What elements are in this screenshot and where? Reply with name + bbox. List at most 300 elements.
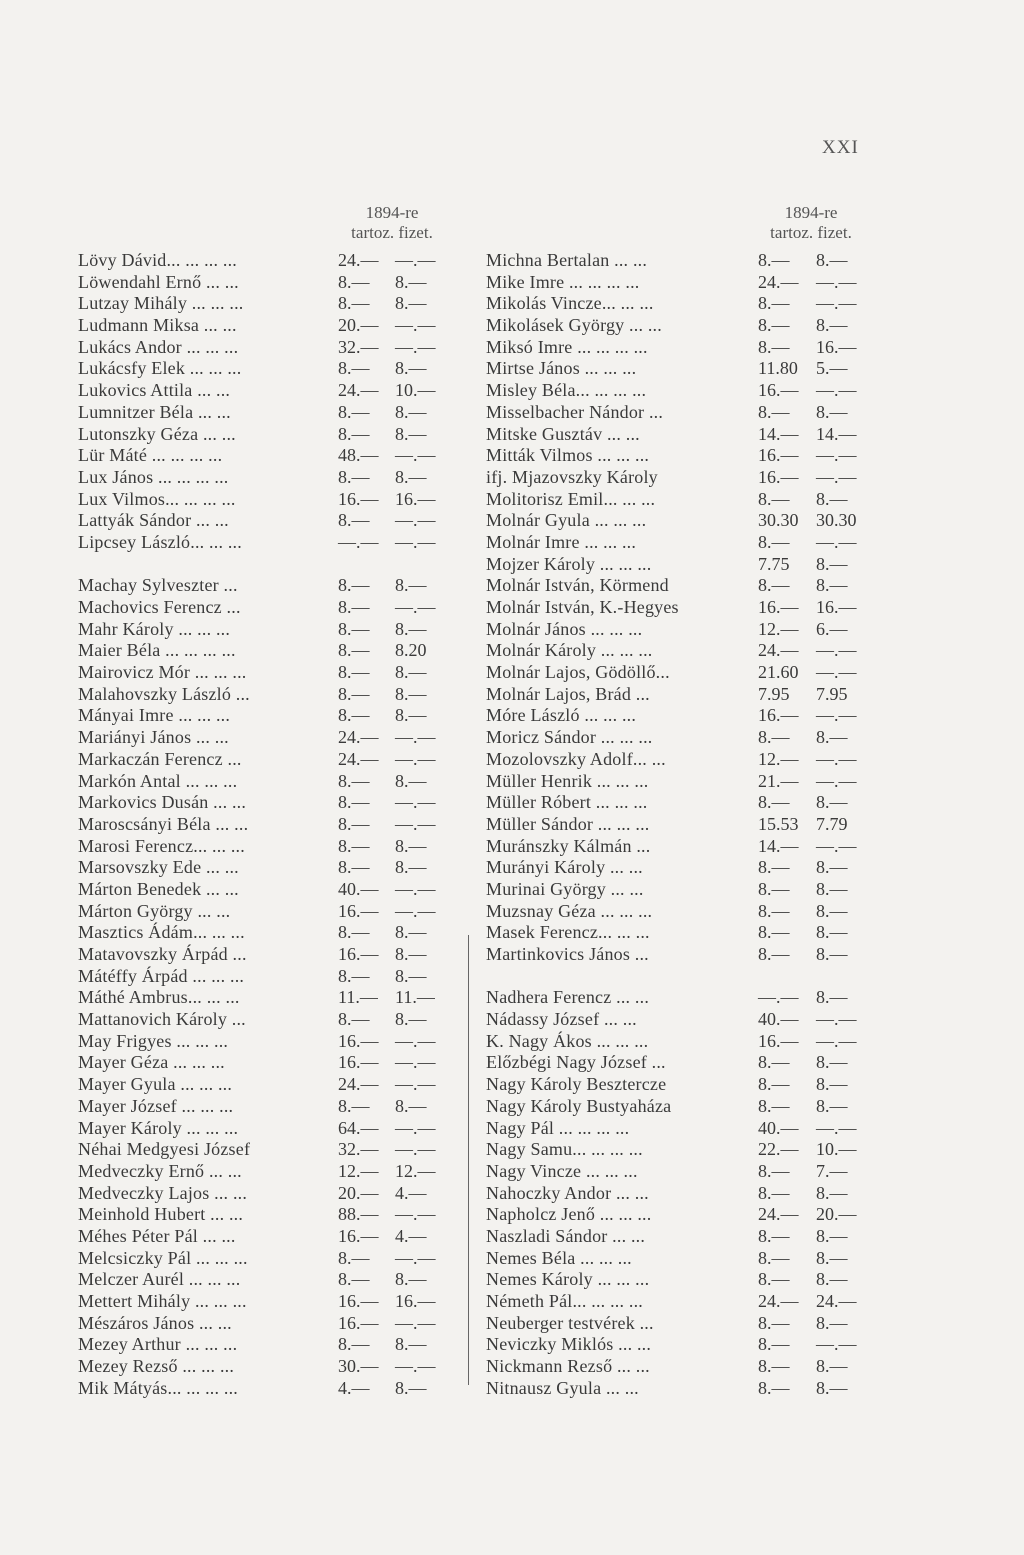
list-item [486, 1269, 886, 1291]
amount-owed: 8.— [338, 922, 370, 943]
member-name: Nádassy József ... ... [486, 1009, 637, 1030]
amount-paid: 8.— [395, 965, 427, 986]
amount-owed: 8.— [758, 1225, 790, 1246]
list-item [78, 966, 478, 988]
member-name: Müller Henrik ... ... ... [486, 770, 649, 791]
amount-paid: 8.— [816, 575, 848, 596]
amount-owed: 8.— [338, 1334, 370, 1355]
list-item [486, 987, 886, 1009]
amount-owed: 20.— [338, 1182, 379, 1203]
amount-owed: 8.— [758, 575, 790, 596]
amount-owed: 8.— [758, 944, 790, 964]
list-item [486, 857, 886, 879]
member-name: Melcsiczky Pál ... ... ... [78, 1247, 248, 1268]
amount-owed: 8.— [758, 900, 790, 921]
amount-paid: 7.95 [816, 683, 848, 704]
amount-owed: 8.— [338, 1247, 370, 1268]
list-item [486, 532, 886, 554]
member-name: Mayer Károly ... ... ... [78, 1117, 239, 1138]
amount-owed: 24.— [338, 250, 379, 270]
member-name: May Frigyes ... ... ... [78, 1030, 229, 1051]
amount-paid: 8.— [816, 1356, 848, 1377]
member-name: Nagy Károly Bustyaháza [486, 1095, 672, 1116]
member-name: Mariányi János ... ... [78, 727, 229, 748]
amount-paid: 8.— [395, 683, 427, 704]
list-item [486, 901, 886, 923]
member-name: Nitnausz Gyula ... ... [486, 1377, 639, 1398]
list-item [78, 1291, 478, 1313]
amount-owed: 24.— [758, 640, 799, 661]
amount-owed: 16.— [758, 597, 799, 617]
list-item [486, 1378, 886, 1400]
amount-owed: 8.— [338, 1095, 370, 1116]
member-name: Murányi Károly ... ... [486, 857, 643, 878]
amount-paid: 8.— [395, 770, 427, 791]
amount-paid: 4.— [395, 1225, 427, 1246]
amount-owed: 8.— [758, 1377, 790, 1398]
member-name: Mayer Gyula ... ... ... [78, 1074, 233, 1095]
amount-paid: 8.— [816, 488, 848, 509]
member-name: Nickmann Rezső ... ... [486, 1356, 650, 1377]
member-name: Masztics Ádám... ... ... [78, 922, 245, 943]
amount-paid: —.— [395, 727, 436, 748]
list-item [78, 467, 478, 489]
list-item [486, 575, 886, 597]
list-item [486, 1248, 886, 1270]
member-name: Mayer József ... ... ... [78, 1095, 234, 1116]
member-name: Markovics Dusán ... ... [78, 792, 247, 813]
amount-paid: 8.— [816, 401, 848, 422]
list-item [78, 1161, 478, 1183]
amount-owed: 8.— [338, 510, 370, 531]
amount-paid: —.— [816, 466, 857, 487]
member-name: Markaczán Ferencz ... [78, 748, 242, 769]
amount-paid: —.— [816, 271, 857, 292]
member-name: Máthé Ambrus... ... ... [78, 987, 240, 1008]
amount-paid: —.— [395, 748, 436, 769]
member-name: Lattyák Sándor ... ... [78, 510, 229, 531]
list-item [78, 792, 478, 814]
amount-paid: 8.— [816, 878, 848, 899]
list-item [486, 380, 886, 402]
list-item [78, 445, 478, 467]
amount-owed: 32.— [338, 1139, 379, 1160]
list-item [78, 1031, 478, 1053]
amount-owed: 8.— [338, 813, 370, 834]
amount-paid: 5.— [816, 358, 848, 379]
list-item [78, 1269, 478, 1291]
member-name: Mojzer Károly ... ... ... [486, 553, 652, 574]
amount-owed: 8.— [758, 1160, 790, 1181]
member-name: Medveczky Lajos ... ... [78, 1182, 248, 1203]
member-name: Mátéffy Árpád ... ... ... [78, 965, 245, 986]
amount-owed: 8.— [758, 857, 790, 878]
amount-owed: 4.— [338, 1377, 370, 1398]
amount-paid: 8.— [816, 727, 848, 748]
list-item [486, 1074, 886, 1096]
amount-paid: —.— [395, 900, 436, 921]
member-name: Machovics Ferencz ... [78, 597, 241, 617]
amount-owed: 8.— [338, 683, 370, 704]
list-item [486, 358, 886, 380]
list-item [78, 337, 478, 359]
amount-owed: 12.— [758, 748, 799, 769]
amount-paid: —.— [395, 510, 436, 531]
section-gap [78, 554, 478, 576]
amount-owed: 16.— [338, 488, 379, 509]
member-name: Machay Sylveszter ... [78, 575, 238, 596]
member-name: Nagy Vincze ... ... ... [486, 1160, 638, 1181]
amount-paid: —.— [816, 1334, 857, 1355]
amount-owed: 8.— [338, 423, 370, 444]
header-year: 1894-re [365, 203, 419, 222]
list-item [486, 1139, 886, 1161]
list-item [486, 705, 886, 727]
member-name: Molnár Imre ... ... ... [486, 531, 637, 552]
member-name: Mirtse János ... ... ... [486, 358, 637, 379]
list-item [486, 1031, 886, 1053]
list-item [78, 640, 478, 662]
member-name: K. Nagy Ákos ... ... ... [486, 1030, 649, 1051]
member-name: Lukovics Attila ... ... [78, 380, 231, 401]
amount-owed: 8.— [338, 271, 370, 292]
member-name: Murinai György ... ... [486, 878, 644, 899]
list-item [78, 424, 478, 446]
amount-paid: —.— [395, 1312, 436, 1333]
list-item [78, 814, 478, 836]
amount-paid: 8.— [816, 857, 848, 878]
amount-paid: —.— [395, 315, 436, 336]
list-item [486, 293, 886, 315]
amount-owed: 8.— [758, 878, 790, 899]
member-name: Molnár Károly ... ... ... [486, 640, 653, 661]
member-name: Michna Bertalan ... ... [486, 250, 648, 270]
amount-paid: 8.— [816, 1247, 848, 1268]
list-item [78, 1248, 478, 1270]
list-item [78, 1009, 478, 1031]
list-item [486, 467, 886, 489]
member-name: Medveczky Ernő ... ... [78, 1160, 242, 1181]
member-name: Molnár János ... ... ... [486, 618, 643, 639]
member-name: Márton György ... ... [78, 900, 231, 921]
amount-paid: —.— [816, 531, 857, 552]
amount-owed: 14.— [758, 423, 799, 444]
amount-paid: —.— [395, 1247, 436, 1268]
amount-paid: 8.— [395, 705, 427, 726]
member-name: Malahovszky László ... [78, 683, 250, 704]
amount-owed: 8.— [758, 315, 790, 336]
member-name: Naszladi Sándor ... ... [486, 1225, 646, 1246]
member-name: Napholcz Jenő ... ... ... [486, 1204, 652, 1225]
member-name: Mozolovszky Adolf... ... [486, 748, 666, 769]
amount-owed: 24.— [338, 380, 379, 401]
list-item [78, 532, 478, 554]
list-item [78, 684, 478, 706]
amount-owed: 15.53 [758, 813, 799, 834]
amount-owed: 8.— [338, 401, 370, 422]
amount-owed: 40.— [758, 1117, 799, 1138]
amount-owed: 8.— [758, 401, 790, 422]
amount-owed: 24.— [338, 727, 379, 748]
amount-paid: 8.— [395, 857, 427, 878]
member-name: Mairovicz Mór ... ... ... [78, 662, 247, 683]
member-name: Mezey Arthur ... ... ... [78, 1334, 238, 1355]
amount-paid: 20.— [816, 1204, 857, 1225]
amount-owed: 12.— [338, 1160, 379, 1181]
amount-paid: 8.— [395, 575, 427, 596]
member-name: Misselbacher Nándor ... [486, 401, 664, 422]
list-item [78, 510, 478, 532]
member-name: Lux János ... ... ... ... [78, 466, 229, 487]
member-name: Móre László ... ... ... [486, 705, 637, 726]
list-item [486, 684, 886, 706]
list-item [486, 510, 886, 532]
amount-owed: 11.80 [758, 358, 798, 379]
amount-owed: 8.— [338, 640, 370, 661]
amount-paid: 8.— [395, 358, 427, 379]
amount-paid: 16.— [816, 336, 857, 357]
amount-owed: 24.— [758, 271, 799, 292]
amount-paid: —.— [395, 792, 436, 813]
list-item [486, 836, 886, 858]
amount-owed: 8.— [758, 1356, 790, 1377]
member-name: Mayer Géza ... ... ... [78, 1052, 225, 1073]
amount-paid: 8.— [816, 922, 848, 943]
list-item [78, 315, 478, 337]
member-name: Molnár István, Körmend [486, 575, 669, 596]
amount-owed: 12.— [758, 618, 799, 639]
list-item [486, 792, 886, 814]
amount-owed: 24.— [338, 748, 379, 769]
member-name: Mikolás Vincze... ... ... [486, 293, 654, 314]
list-item [78, 1052, 478, 1074]
amount-paid: 8.— [816, 1377, 848, 1398]
member-name: Müller Sándor ... ... ... [486, 813, 650, 834]
header-columns: tartoz. fizet. [351, 223, 433, 242]
list-item [486, 1161, 886, 1183]
list-item [78, 272, 478, 294]
member-name: Masek Ferencz... ... ... [486, 922, 650, 943]
amount-owed: 16.— [758, 705, 799, 726]
amount-paid: 7.79 [816, 813, 848, 834]
member-name: Molnár István, K.-Hegyes [486, 597, 679, 617]
list-item [78, 771, 478, 793]
amount-owed: 8.— [338, 1009, 370, 1030]
amount-paid: —.— [395, 336, 436, 357]
amount-owed: 16.— [758, 466, 799, 487]
amount-owed: 8.— [758, 727, 790, 748]
amount-owed: 16.— [338, 944, 379, 964]
amount-paid: 8.— [816, 1052, 848, 1073]
list-item [486, 1118, 886, 1140]
amount-paid: 8.— [816, 987, 848, 1008]
member-name: Misley Béla... ... ... ... [486, 380, 647, 401]
amount-paid: 8.— [816, 900, 848, 921]
amount-owed: 11.— [338, 987, 378, 1008]
list-item [78, 1096, 478, 1118]
list-item [486, 619, 886, 641]
amount-owed: 40.— [338, 878, 379, 899]
list-item [78, 944, 478, 966]
amount-owed: 21.60 [758, 662, 799, 683]
amount-owed: 16.— [758, 380, 799, 401]
list-item [78, 705, 478, 727]
amount-owed: 30.30 [758, 510, 799, 531]
amount-paid: 8.— [395, 401, 427, 422]
list-item [78, 922, 478, 944]
list-item [486, 272, 886, 294]
member-name: Nemes Károly ... ... ... [486, 1269, 650, 1290]
member-name: Lipcsey László... ... ... [78, 531, 242, 552]
amount-paid: 8.— [395, 1095, 427, 1116]
member-name: Mik Mátyás... ... ... ... [78, 1377, 238, 1398]
member-name: Lumnitzer Béla ... ... [78, 401, 231, 422]
member-name: Mike Imre ... ... ... ... [486, 271, 640, 292]
amount-paid: 8.— [395, 618, 427, 639]
list-item [486, 1334, 886, 1356]
member-name: Moricz Sándor ... ... ... [486, 727, 653, 748]
list-item [486, 749, 886, 771]
amount-paid: —.— [395, 1356, 436, 1377]
header-columns: tartoz. fizet. [770, 223, 852, 242]
member-name: Neuberger testvérek ... [486, 1312, 654, 1333]
list-item [78, 749, 478, 771]
amount-owed: 30.— [338, 1356, 379, 1377]
member-name: ifj. Mjazovszky Károly [486, 466, 658, 487]
amount-paid: 11.— [395, 987, 435, 1008]
member-name: Molnár Lajos, Gödöllő... [486, 662, 670, 683]
member-name: Meinhold Hubert ... ... [78, 1204, 244, 1225]
amount-owed: 20.— [338, 315, 379, 336]
amount-owed: 24.— [758, 1204, 799, 1225]
amount-paid: —.— [395, 597, 436, 617]
list-item [486, 1291, 886, 1313]
list-item [486, 315, 886, 337]
list-item [78, 358, 478, 380]
amount-owed: 8.— [758, 293, 790, 314]
amount-paid: —.— [395, 1030, 436, 1051]
list-item [78, 857, 478, 879]
member-name: Melczer Aurél ... ... ... [78, 1269, 241, 1290]
member-name: Müller Róbert ... ... ... [486, 792, 648, 813]
amount-owed: 16.— [338, 1052, 379, 1073]
amount-paid: 14.— [816, 423, 857, 444]
amount-owed: 64.— [338, 1117, 379, 1138]
amount-owed: 8.— [338, 705, 370, 726]
amount-paid: 8.— [816, 1225, 848, 1246]
member-name: Löwendahl Ernő ... ... [78, 271, 239, 292]
amount-paid: —.— [395, 878, 436, 899]
member-name: Muzsnay Géza ... ... ... [486, 900, 653, 921]
amount-owed: 8.— [758, 1052, 790, 1073]
member-name: Miksó Imre ... ... ... ... [486, 336, 648, 357]
member-name: Matavovszky Árpád ... [78, 944, 247, 964]
list-item [486, 1096, 886, 1118]
member-name: Lux Vilmos... ... ... ... [78, 488, 236, 509]
member-name: Ludmann Miksa ... ... [78, 315, 237, 336]
member-name: Molnár Lajos, Brád ... [486, 683, 650, 704]
amount-owed: —.— [338, 531, 379, 552]
list-item [486, 640, 886, 662]
list-item [486, 337, 886, 359]
list-item [78, 987, 478, 1009]
amount-owed: 8.— [338, 575, 370, 596]
member-name: Mitták Vilmos ... ... ... [486, 445, 650, 466]
amount-owed: 21.— [758, 770, 799, 791]
amount-owed: 40.— [758, 1009, 799, 1030]
member-name: Nemes Béla ... ... ... [486, 1247, 632, 1268]
member-name: Mahr Károly ... ... ... [78, 618, 231, 639]
list-item [78, 250, 478, 272]
list-item [486, 1226, 886, 1248]
list-item [486, 1204, 886, 1226]
member-name: Márton Benedek ... ... [78, 878, 239, 899]
amount-paid: 8.— [816, 1269, 848, 1290]
amount-paid: 6.— [816, 618, 848, 639]
amount-paid: 24.— [816, 1291, 857, 1311]
list-item [486, 554, 886, 576]
amount-owed: 16.— [758, 445, 799, 466]
list-item [486, 1313, 886, 1335]
amount-owed: 8.— [758, 488, 790, 509]
amount-paid: 16.— [816, 597, 857, 617]
amount-owed: 8.— [758, 1312, 790, 1333]
amount-owed: 16.— [758, 1030, 799, 1051]
amount-paid: —.— [816, 380, 857, 401]
amount-paid: 10.— [395, 380, 436, 401]
amount-paid: —.— [816, 293, 857, 314]
amount-paid: —.— [816, 1117, 857, 1138]
member-name: Mányai Imre ... ... ... [78, 705, 231, 726]
amount-owed: 8.— [758, 1074, 790, 1095]
member-name: Mitske Gusztáv ... ... [486, 423, 640, 444]
amount-owed: 14.— [758, 835, 799, 856]
list-item [486, 922, 886, 944]
list-item [78, 1139, 478, 1161]
left-rows [78, 250, 478, 1399]
amount-owed: 7.95 [758, 683, 790, 704]
amount-paid: 8.— [395, 662, 427, 683]
amount-owed: 48.— [338, 445, 379, 466]
member-name: Neviczky Miklós ... ... [486, 1334, 652, 1355]
list-item [486, 1356, 886, 1378]
amount-paid: 8.— [395, 423, 427, 444]
list-item [78, 293, 478, 315]
member-name: Nagy Károly Besztercze [486, 1074, 667, 1095]
amount-paid: —.— [395, 1052, 436, 1073]
list-item [486, 489, 886, 511]
amount-owed: 8.— [338, 770, 370, 791]
list-item [78, 1378, 478, 1400]
list-item [78, 402, 478, 424]
list-item [78, 489, 478, 511]
amount-paid: —.— [816, 1030, 857, 1051]
member-name: Lukács Andor ... ... ... [78, 336, 239, 357]
list-item [486, 597, 886, 619]
amount-owed: 8.— [758, 250, 790, 270]
amount-paid: —.— [816, 835, 857, 856]
amount-paid: 16.— [395, 1291, 436, 1311]
amount-owed: 8.— [338, 618, 370, 639]
list-item [486, 1183, 886, 1205]
amount-paid: 8.20 [395, 640, 427, 661]
member-name: Maier Béla ... ... ... ... [78, 640, 236, 661]
list-item [78, 575, 478, 597]
page-number: XXI [822, 137, 859, 158]
list-item [486, 445, 886, 467]
list-item [486, 727, 886, 749]
amount-paid: 8.— [395, 1009, 427, 1030]
